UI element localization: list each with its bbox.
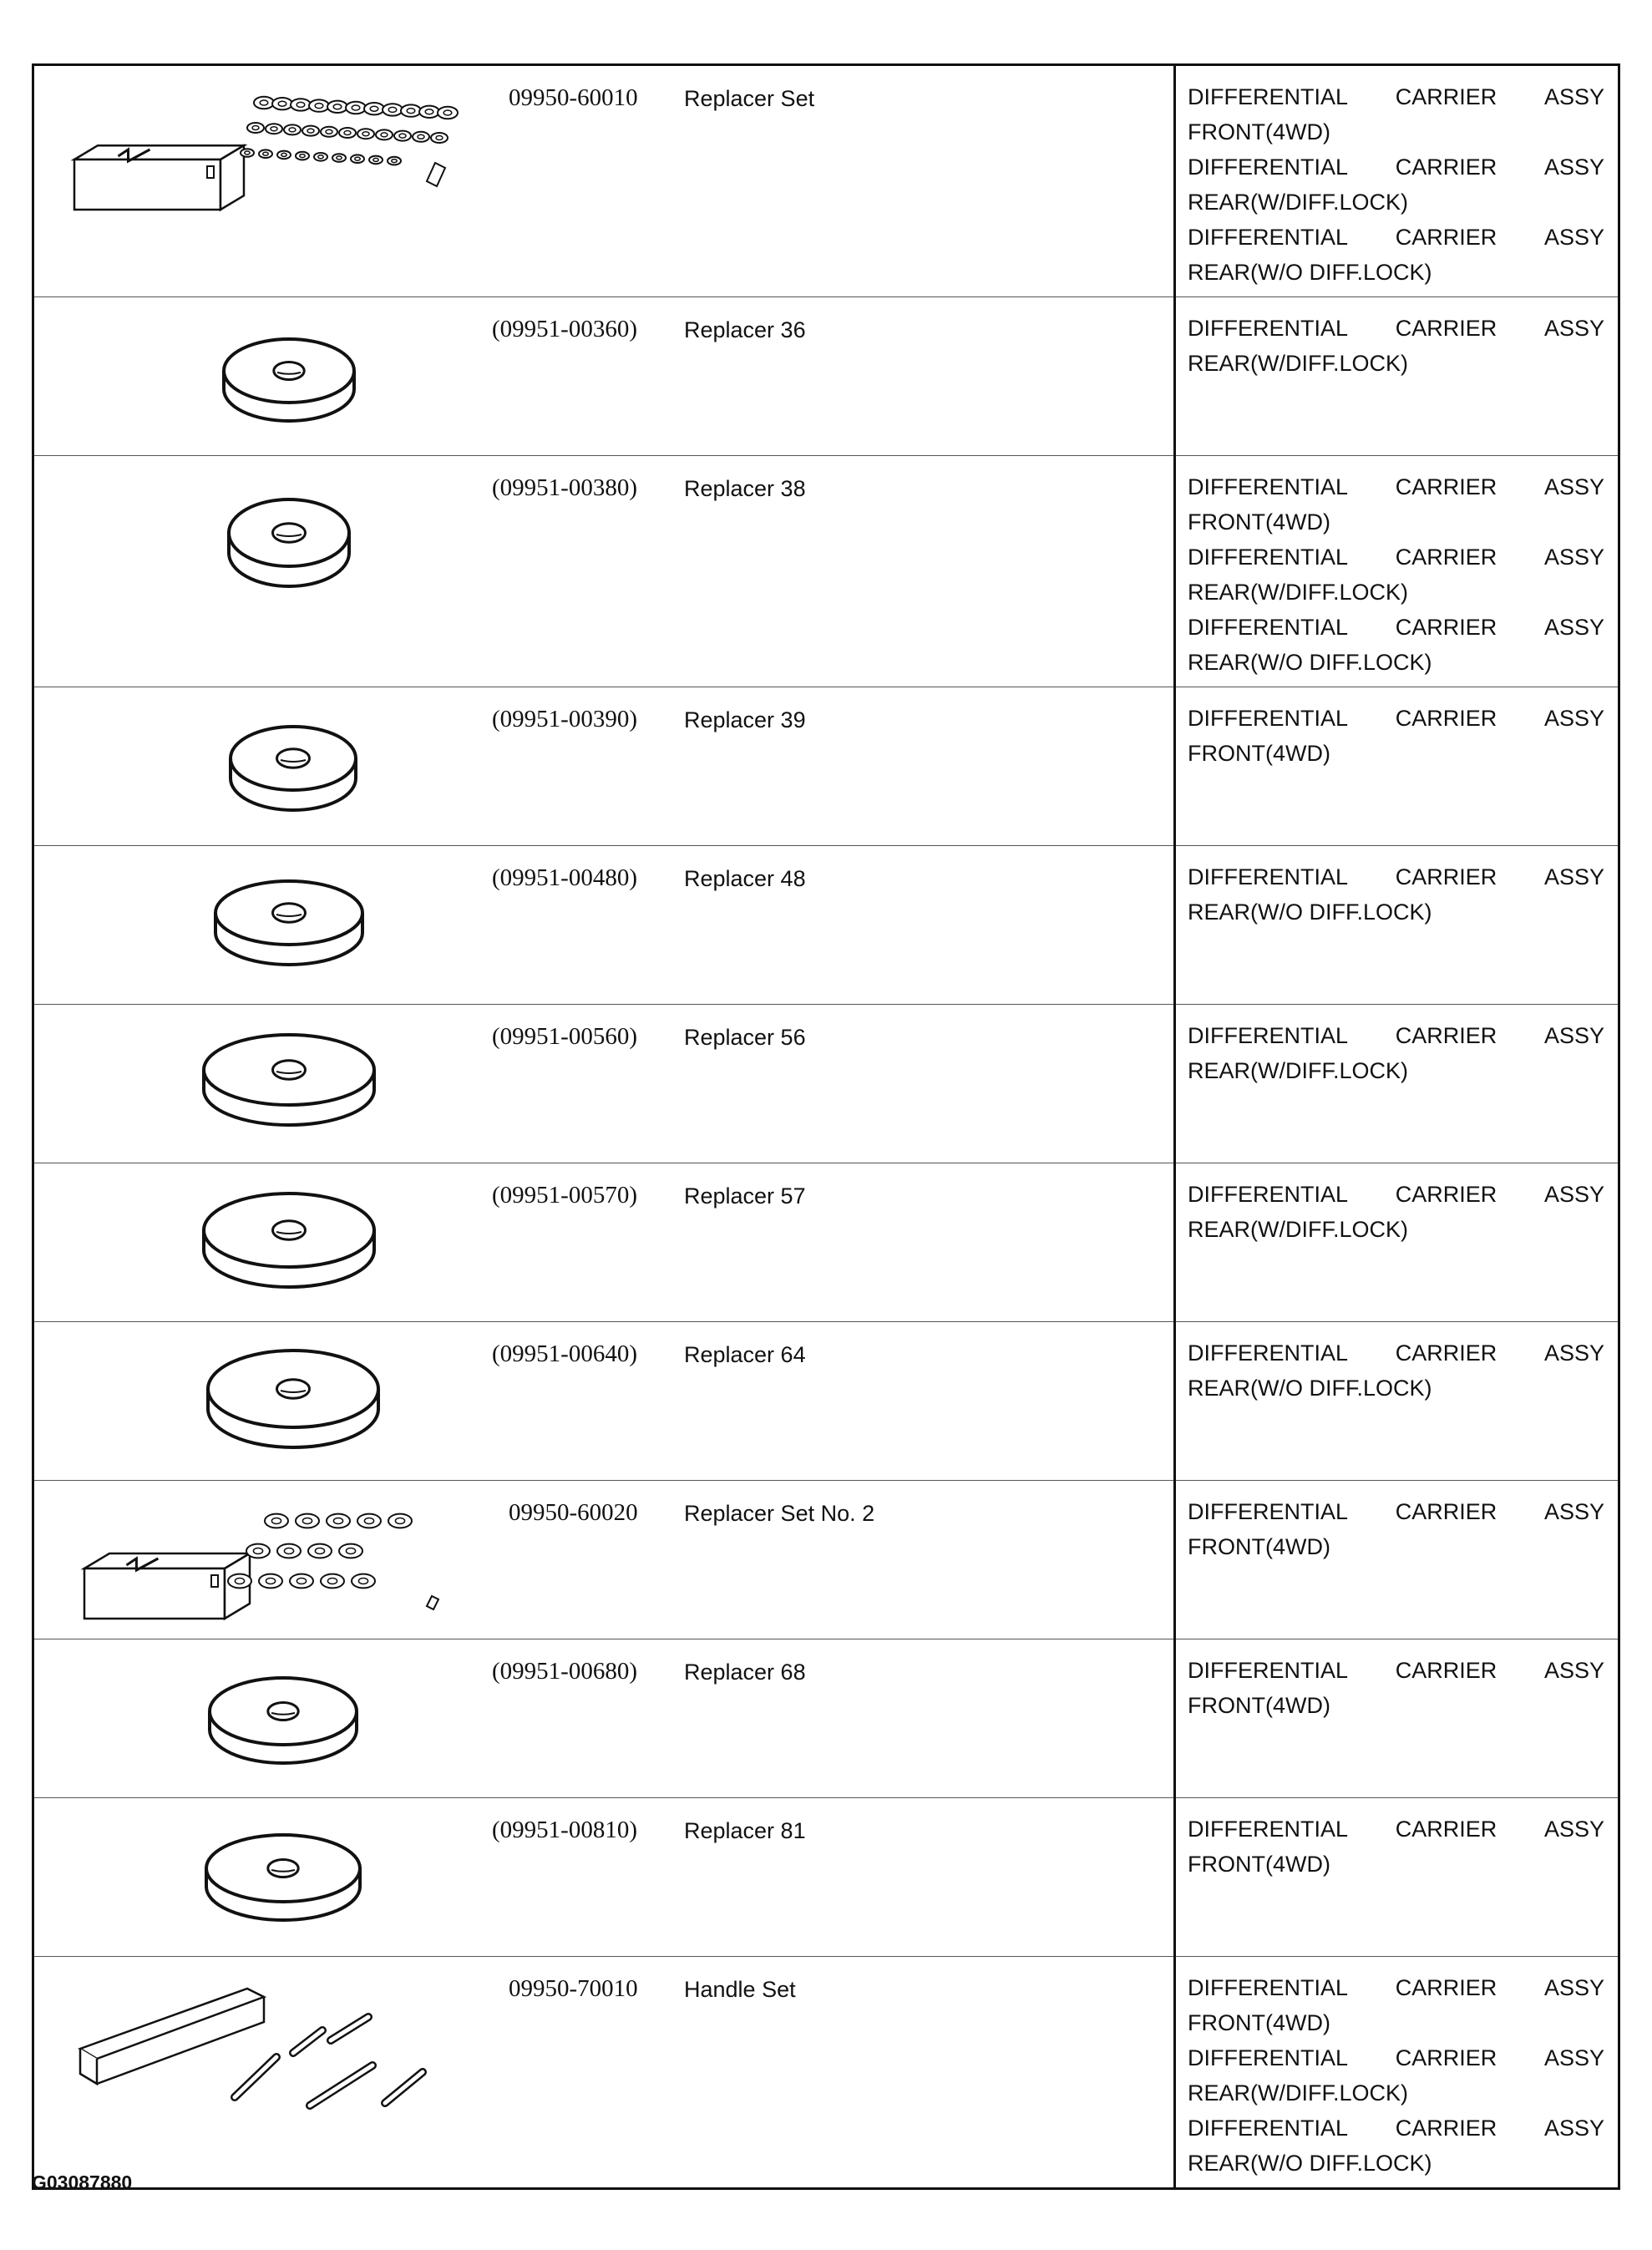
application-line: [1188, 540, 1604, 575]
part-name-cell: [676, 687, 1175, 846]
application-variant: REAR(W/O DIFF.LOCK): [1188, 1376, 1432, 1401]
application-variant: FRONT(4WD): [1188, 741, 1330, 766]
tool-illustration-cell: [33, 65, 493, 297]
part-name: Replacer Set: [684, 86, 815, 111]
part-name-cell: [676, 1957, 1175, 2189]
table-row: [33, 297, 1619, 456]
part-number: (09951-00810): [492, 1817, 637, 1843]
application-line: [1188, 1970, 1604, 2005]
replacer-ring-icon: [352, 1574, 375, 1589]
tool-illustration-cell: [33, 456, 493, 687]
application-word: DIFFERENTIAL: [1188, 2116, 1349, 2141]
part-name: Replacer 81: [684, 1818, 806, 1843]
application-word: ASSY: [1543, 2045, 1604, 2070]
application-word: DIFFERENTIAL: [1188, 706, 1349, 731]
application-cell: [1175, 687, 1619, 846]
table-row: [33, 456, 1619, 687]
replacer-ring-icon: [357, 129, 374, 139]
replacer-ring-icon: [369, 156, 383, 165]
tool-illustration-cell: [33, 1798, 493, 1957]
application-cell: [1175, 1163, 1619, 1322]
application-word: DIFFERENTIAL: [1188, 1817, 1349, 1842]
application-line: [1188, 1812, 1604, 1847]
part-number: (09951-00390): [492, 706, 637, 732]
replacer-disc-icon: [34, 1639, 492, 1798]
application-variant: REAR(W/O DIFF.LOCK): [1188, 2151, 1432, 2176]
application-word: DIFFERENTIAL: [1188, 316, 1349, 341]
application-line: [1188, 311, 1604, 346]
application-word: CARRIER: [1395, 615, 1497, 640]
replacer-ring-icon: [254, 97, 274, 109]
replacer-disc-icon: [34, 846, 492, 1005]
application-word: CARRIER: [1395, 225, 1497, 250]
part-number-cell: [492, 846, 676, 1005]
application-line: [1188, 2111, 1604, 2146]
replacer-disc-icon: [34, 1798, 492, 1957]
tool-illustration-cell: [33, 1639, 493, 1798]
application-word: ASSY: [1543, 316, 1604, 341]
application-cell: [1175, 1481, 1619, 1639]
replacer-disc-icon: [206, 1835, 360, 1920]
part-number: (09951-00360): [492, 316, 637, 342]
application-cell: [1175, 1005, 1619, 1163]
replacer-disc-icon: [204, 1035, 374, 1125]
replacer-ring-icon: [321, 127, 337, 137]
part-name: Replacer 68: [684, 1660, 806, 1685]
replacer-disc-icon: [34, 687, 492, 846]
part-name-cell: [676, 65, 1175, 297]
application-variant: FRONT(4WD): [1188, 1852, 1330, 1877]
replacer-set-icon: [34, 66, 492, 286]
tool-illustration-cell: [33, 297, 493, 456]
application-cell: [1175, 1322, 1619, 1481]
part-number-cell: [492, 297, 676, 456]
replacer-disc-icon: [204, 1193, 374, 1287]
replacer-ring-icon: [246, 1544, 270, 1558]
part-number: 09950-60010: [509, 84, 638, 111]
application-word: ASSY: [1543, 1658, 1604, 1683]
application-word: CARRIER: [1395, 1023, 1497, 1048]
replacer-disc-icon: [34, 456, 492, 675]
application-word: DIFFERENTIAL: [1188, 1658, 1349, 1683]
part-number: (09951-00570): [492, 1182, 637, 1209]
part-number-cell: [492, 1005, 676, 1163]
application-word: CARRIER: [1395, 1817, 1497, 1842]
part-name: Replacer Set No. 2: [684, 1501, 875, 1526]
replacer-disc-icon: [34, 1322, 492, 1481]
part-number: 09950-70010: [509, 1975, 638, 2002]
replacer-ring-icon: [296, 1514, 319, 1528]
application-line: [1188, 1653, 1604, 1688]
part-name-cell: [676, 1481, 1175, 1639]
application-word: DIFFERENTIAL: [1188, 1182, 1349, 1207]
application-variant: FRONT(4WD): [1188, 509, 1330, 535]
application-word: ASSY: [1543, 1340, 1604, 1366]
application-word: ASSY: [1543, 1499, 1604, 1524]
handle-set-icon: [80, 1989, 423, 2106]
application-word: DIFFERENTIAL: [1188, 225, 1349, 250]
replacer-disc-icon: [208, 1351, 378, 1447]
application-cell: [1175, 456, 1619, 687]
part-name-cell: [676, 1322, 1175, 1481]
application-word: ASSY: [1543, 1182, 1604, 1207]
part-name: Handle Set: [684, 1977, 796, 2002]
replacer-ring-icon: [277, 151, 291, 160]
application-variant: REAR(W/DIFF.LOCK): [1188, 580, 1409, 605]
replacer-set-icon: [34, 1481, 492, 1639]
replacer-ring-icon: [401, 104, 421, 116]
replacer-ring-icon: [357, 1514, 381, 1528]
application-word: ASSY: [1543, 1023, 1604, 1048]
application-line: [1188, 220, 1604, 255]
application-word: DIFFERENTIAL: [1188, 84, 1349, 109]
application-variant: REAR(W/O DIFF.LOCK): [1188, 650, 1432, 675]
application-variant: REAR(W/DIFF.LOCK): [1188, 1217, 1409, 1242]
application-word: ASSY: [1543, 84, 1604, 109]
replacer-ring-icon: [339, 1544, 362, 1558]
tool-illustration-cell: [33, 1957, 493, 2189]
replacer-disc-icon: [224, 339, 354, 421]
replacer-ring-icon: [327, 1514, 350, 1528]
tool-illustration-cell: [33, 1481, 493, 1639]
replacer-ring-icon: [364, 103, 384, 114]
replacer-ring-icon: [327, 101, 347, 113]
table-row: [33, 1639, 1619, 1798]
replacer-disc-icon: [34, 1005, 492, 1163]
part-name: Replacer 57: [684, 1183, 806, 1209]
replacer-ring-icon: [383, 104, 403, 115]
tool-case-icon: [84, 1553, 250, 1619]
application-word: ASSY: [1543, 864, 1604, 889]
application-line: [1188, 2040, 1604, 2075]
tool-illustration-cell: [33, 687, 493, 846]
application-word: CARRIER: [1395, 1340, 1497, 1366]
replacer-ring-icon: [291, 99, 311, 110]
application-word: ASSY: [1543, 706, 1604, 731]
tool-illustration-cell: [33, 846, 493, 1005]
application-line: [1188, 469, 1604, 504]
replacer-ring-icon: [388, 157, 401, 165]
replacer-ring-icon: [309, 99, 329, 111]
replacer-ring-icon: [314, 153, 327, 161]
application-word: DIFFERENTIAL: [1188, 474, 1349, 499]
part-name-cell: [676, 1163, 1175, 1322]
application-word: DIFFERENTIAL: [1188, 1340, 1349, 1366]
replacer-ring-icon: [308, 1544, 332, 1558]
application-word: CARRIER: [1395, 864, 1497, 889]
application-word: CARRIER: [1395, 155, 1497, 180]
application-cell: [1175, 65, 1619, 297]
application-word: CARRIER: [1395, 545, 1497, 570]
table-row: [33, 1163, 1619, 1322]
part-number-cell: [492, 1798, 676, 1957]
part-number: (09951-00640): [492, 1340, 637, 1367]
replacer-ring-icon: [259, 1574, 282, 1589]
application-word: DIFFERENTIAL: [1188, 545, 1349, 570]
part-number-cell: [492, 65, 676, 297]
application-cell: [1175, 1798, 1619, 1957]
handle-set-icon: [34, 1957, 492, 2176]
table-row: [33, 846, 1619, 1005]
replacer-ring-icon: [290, 1574, 313, 1589]
application-word: DIFFERENTIAL: [1188, 1975, 1349, 2000]
tool-illustration-cell: [33, 1005, 493, 1163]
application-variant: REAR(W/O DIFF.LOCK): [1188, 899, 1432, 925]
part-number: 09950-60020: [509, 1499, 638, 1526]
part-number-cell: [492, 1481, 676, 1639]
part-number: (09951-00480): [492, 864, 637, 891]
part-number: (09951-00380): [492, 474, 637, 501]
replacer-ring-icon: [266, 124, 282, 134]
application-line: [1188, 610, 1604, 645]
application-word: DIFFERENTIAL: [1188, 1499, 1349, 1524]
replacer-ring-icon: [376, 129, 393, 139]
replacer-ring-icon: [431, 133, 448, 143]
application-line: [1188, 149, 1604, 185]
application-line: [1188, 1335, 1604, 1371]
application-variant: REAR(W/DIFF.LOCK): [1188, 2080, 1409, 2106]
replacer-ring-icon: [272, 98, 292, 109]
replacer-ring-icon: [351, 155, 364, 163]
part-number: (09951-00560): [492, 1023, 637, 1050]
application-cell: [1175, 297, 1619, 456]
replacer-ring-icon: [438, 107, 458, 119]
figure-code: G03087880: [32, 2171, 133, 2193]
application-word: ASSY: [1543, 155, 1604, 180]
application-variant: FRONT(4WD): [1188, 1693, 1330, 1718]
application-word: CARRIER: [1395, 1975, 1497, 2000]
replacer-ring-icon: [332, 154, 346, 162]
part-number-cell: [492, 687, 676, 846]
replacer-ring-icon: [259, 149, 272, 158]
application-cell: [1175, 846, 1619, 1005]
part-number-cell: [492, 456, 676, 687]
part-name: Replacer 36: [684, 317, 806, 342]
application-line: [1188, 1494, 1604, 1529]
replacer-ring-icon: [241, 149, 254, 157]
tool-illustration-cell: [33, 1163, 493, 1322]
part-name: Replacer 64: [684, 1342, 806, 1367]
table-row: [33, 65, 1619, 297]
application-word: DIFFERENTIAL: [1188, 1023, 1349, 1048]
application-variant: REAR(W/DIFF.LOCK): [1188, 351, 1409, 376]
part-name: Replacer 56: [684, 1025, 806, 1050]
application-word: DIFFERENTIAL: [1188, 864, 1349, 889]
application-word: CARRIER: [1395, 474, 1497, 499]
tool-case-icon: [74, 145, 244, 210]
tool-illustration-cell: [33, 1322, 493, 1481]
part-number-cell: [492, 1957, 676, 2189]
application-word: CARRIER: [1395, 316, 1497, 341]
replacer-ring-icon: [394, 131, 411, 141]
application-word: DIFFERENTIAL: [1188, 2045, 1349, 2070]
application-word: CARRIER: [1395, 2116, 1497, 2141]
application-word: DIFFERENTIAL: [1188, 615, 1349, 640]
replacer-ring-icon: [339, 128, 356, 138]
application-line: [1188, 859, 1604, 894]
replacer-disc-icon: [34, 1163, 492, 1322]
part-name-cell: [676, 297, 1175, 456]
table-row: [33, 687, 1619, 846]
application-word: CARRIER: [1395, 1182, 1497, 1207]
table-row: [33, 1798, 1619, 1957]
application-variant: FRONT(4WD): [1188, 1534, 1330, 1559]
part-name: Replacer 48: [684, 866, 806, 891]
application-word: ASSY: [1543, 474, 1604, 499]
part-number: (09951-00680): [492, 1658, 637, 1685]
application-word: CARRIER: [1395, 1658, 1497, 1683]
table-row: [33, 1005, 1619, 1163]
replacer-ring-icon: [413, 132, 429, 142]
table-row: [33, 1481, 1619, 1639]
application-word: DIFFERENTIAL: [1188, 155, 1349, 180]
sst-table: [32, 63, 1620, 2190]
application-line: [1188, 1018, 1604, 1053]
application-variant: REAR(W/DIFF.LOCK): [1188, 1058, 1409, 1083]
application-variant: FRONT(4WD): [1188, 2010, 1330, 2035]
part-name: Replacer 39: [684, 707, 806, 732]
part-name: Replacer 38: [684, 476, 806, 501]
adapter-icon: [427, 1596, 438, 1609]
application-word: CARRIER: [1395, 2045, 1497, 2070]
application-word: ASSY: [1543, 545, 1604, 570]
replacer-ring-icon: [419, 106, 439, 118]
replacer-ring-icon: [228, 1574, 251, 1589]
replacer-ring-icon: [277, 1544, 301, 1558]
replacer-disc-icon: [231, 727, 356, 810]
application-cell: [1175, 1639, 1619, 1798]
part-name-cell: [676, 1005, 1175, 1163]
application-word: CARRIER: [1395, 84, 1497, 109]
application-variant: REAR(W/DIFF.LOCK): [1188, 190, 1409, 215]
application-word: ASSY: [1543, 615, 1604, 640]
replacer-ring-icon: [296, 152, 309, 160]
application-word: ASSY: [1543, 1975, 1604, 2000]
part-name-cell: [676, 846, 1175, 1005]
application-cell: [1175, 1957, 1619, 2189]
table-row: [33, 1322, 1619, 1481]
replacer-disc-icon: [215, 881, 362, 965]
part-number-cell: [492, 1322, 676, 1481]
replacer-ring-icon: [265, 1514, 288, 1528]
part-number-cell: [492, 1163, 676, 1322]
replacer-ring-icon: [346, 102, 366, 114]
application-line: [1188, 701, 1604, 736]
application-word: ASSY: [1543, 1817, 1604, 1842]
adapter-icon: [427, 163, 445, 186]
application-word: CARRIER: [1395, 706, 1497, 731]
replacer-disc-icon: [229, 499, 349, 586]
application-line: [1188, 79, 1604, 114]
application-word: ASSY: [1543, 2116, 1604, 2141]
application-word: ASSY: [1543, 225, 1604, 250]
application-line: [1188, 1177, 1604, 1212]
replacer-ring-icon: [302, 126, 319, 136]
part-name-cell: [676, 456, 1175, 687]
replacer-ring-icon: [247, 123, 264, 133]
replacer-ring-icon: [284, 124, 301, 134]
application-variant: REAR(W/O DIFF.LOCK): [1188, 260, 1432, 285]
sst-table-body: [33, 65, 1619, 2189]
part-name-cell: [676, 1639, 1175, 1798]
table-row: [33, 1957, 1619, 2189]
replacer-disc-icon: [34, 297, 492, 456]
part-number-cell: [492, 1639, 676, 1798]
part-name-cell: [676, 1798, 1175, 1957]
replacer-ring-icon: [388, 1514, 412, 1528]
replacer-ring-icon: [321, 1574, 344, 1589]
application-variant: FRONT(4WD): [1188, 119, 1330, 144]
application-word: CARRIER: [1395, 1499, 1497, 1524]
replacer-disc-icon: [210, 1678, 357, 1763]
